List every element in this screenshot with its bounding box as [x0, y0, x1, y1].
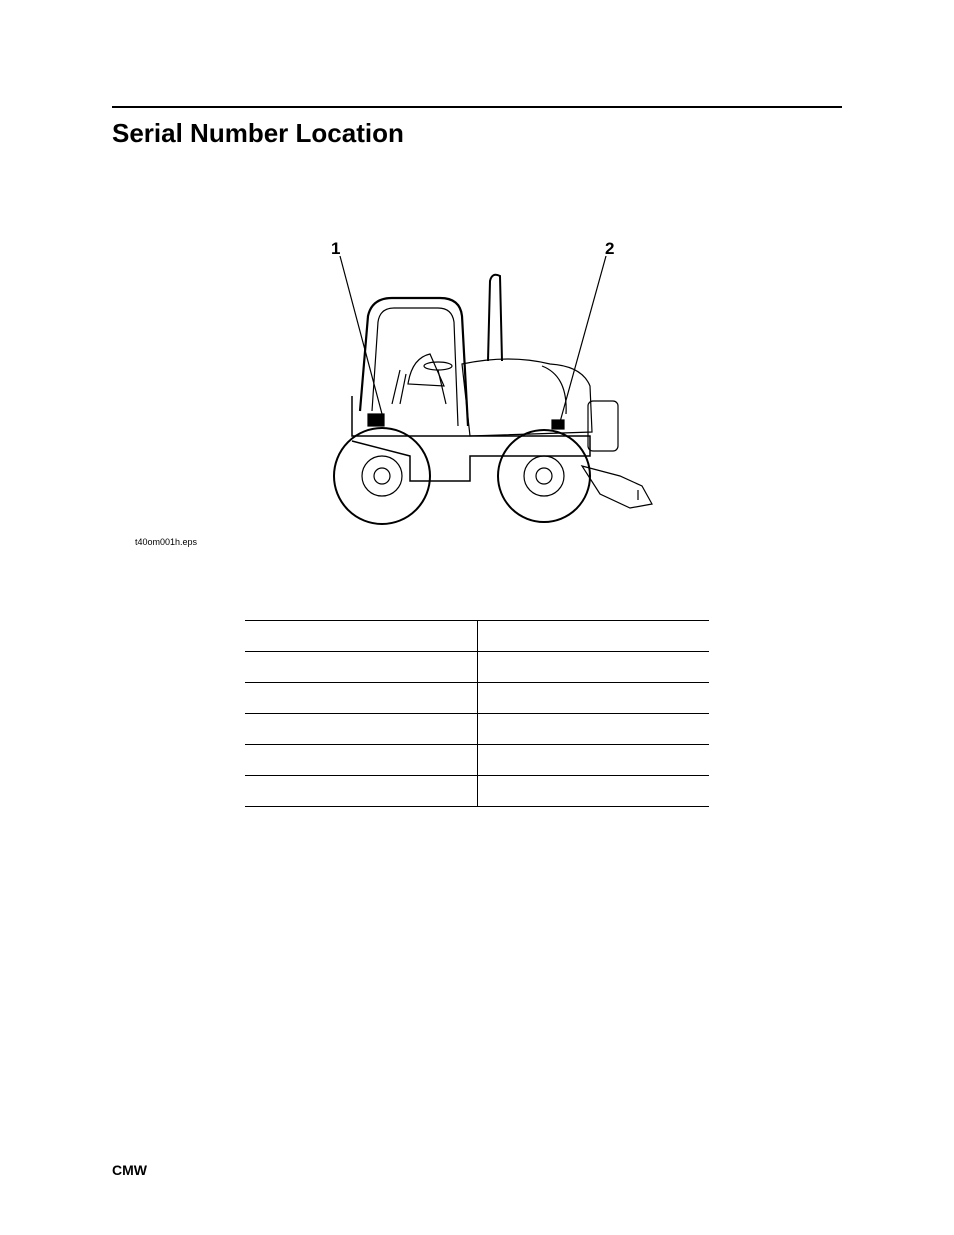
table-row [245, 776, 709, 807]
tractor-illustration [320, 236, 660, 526]
table-cell [477, 683, 709, 714]
table-cell [245, 683, 477, 714]
figure-filename: t40om001h.eps [135, 537, 198, 547]
table-row [245, 652, 709, 683]
table-cell [245, 621, 477, 652]
table-cell [245, 776, 477, 807]
table-row [245, 745, 709, 776]
table-cell [245, 745, 477, 776]
footer-label: CMW [112, 1162, 147, 1178]
table-cell [245, 714, 477, 745]
serial-number-table [245, 620, 709, 807]
table-row [245, 621, 709, 652]
callout-2: 2 [605, 239, 615, 258]
table-cell [245, 652, 477, 683]
table-cell [477, 714, 709, 745]
table-cell [477, 776, 709, 807]
table-row [245, 714, 709, 745]
table-cell [477, 652, 709, 683]
table-cell [477, 621, 709, 652]
header-rule [112, 106, 842, 108]
page-title: Serial Number Location [112, 118, 404, 148]
callout-1: 1 [331, 239, 341, 258]
table-cell [477, 745, 709, 776]
table-row [245, 683, 709, 714]
